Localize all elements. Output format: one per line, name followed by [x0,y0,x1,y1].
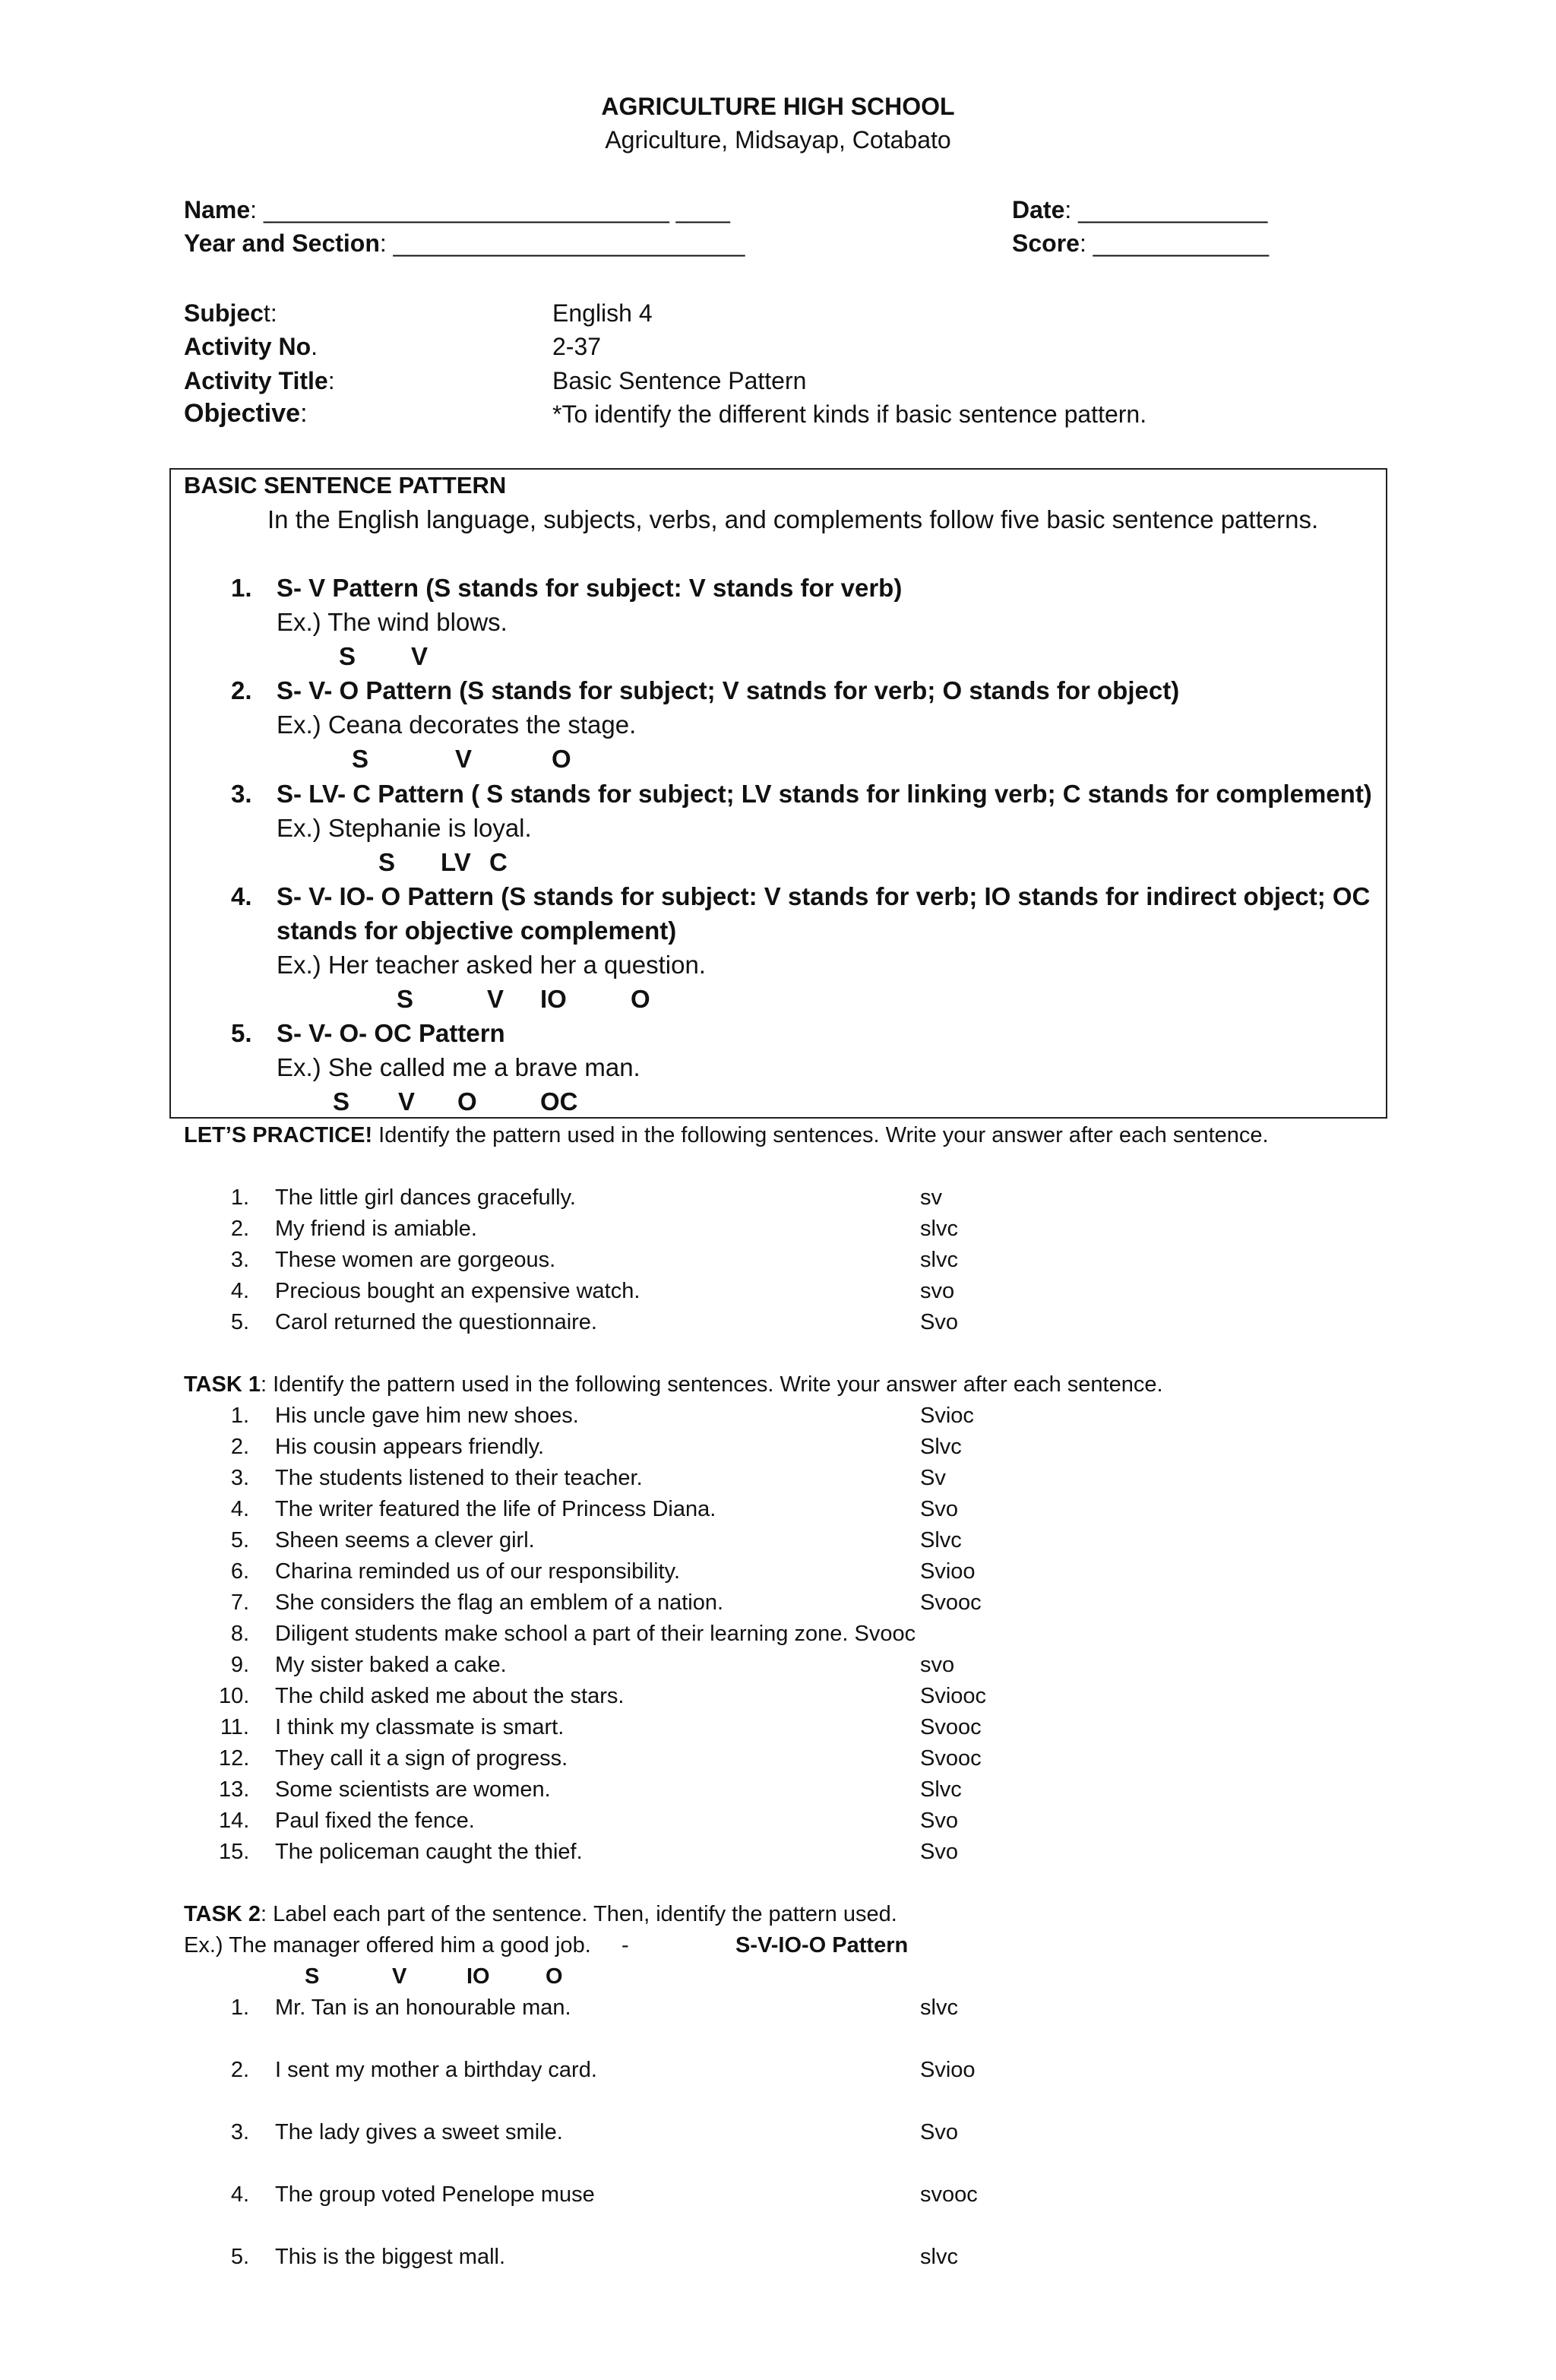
list-item: The group voted Penelope muse [275,2182,595,2207]
pattern-heading-continued: stands for objective complement) [277,916,677,945]
date-line: : ______________ [1064,196,1268,223]
list-answer: Svioo [920,2058,976,2082]
list-item: I think my classmate is smart. [275,1715,565,1739]
list-number: 2. [230,1217,249,1241]
list-number: 3. [230,1248,249,1272]
pattern-label: S [333,1087,350,1116]
list-item: She considers the flag an emblem of a nation. [275,1590,724,1615]
list-item: The students listened to their teacher. [275,1466,643,1490]
list-number: 4. [230,1497,249,1521]
year-section-field [184,229,745,258]
pattern-label: V [487,985,504,1013]
info-subject [184,299,277,328]
list-item: The policeman caught the thief. [275,1840,583,1864]
list-number: 9. [230,1653,249,1677]
list-item: My friend is amiable. [275,1217,477,1241]
year-section-label: Year and Section [184,229,380,257]
list-answer: svooc [920,2182,978,2207]
list-number: 1. [230,1185,249,1210]
list-number: 2. [230,2058,249,2082]
pattern-number: 2. [231,676,252,704]
pattern-label: S [397,985,414,1013]
list-answer: slvc [920,1995,958,2020]
list-number: 1. [230,1404,249,1428]
list-item: The lady gives a sweet smile. [275,2120,563,2144]
pattern-example: Ex.) The wind blows. [277,608,508,636]
info-activity-title [184,367,335,395]
list-number: 8. [230,1622,249,1646]
list-number: 1. [230,1995,249,2020]
list-answer: sv [920,1185,942,1210]
pattern-label: O [457,1087,477,1116]
info-label-suffix: : [327,367,335,394]
info-activity-no [184,333,318,361]
list-answer: Svo [920,1497,958,1521]
task1-heading [184,1372,1163,1397]
list-answer: Slvc [920,1435,962,1459]
pattern-example: Ex.) She called me a brave man. [277,1053,640,1081]
pattern-example: Ex.) Stephanie is loyal. [277,814,532,842]
info-label: Activity Title [184,367,328,394]
info-label-suffix: . [311,333,318,360]
pattern-label: O [552,745,571,773]
list-item: Diligent students make school a part of their learning zone. Svooc [275,1622,916,1646]
pattern-heading: S- V- O- OC Pattern [277,1019,505,1047]
pattern-label: OC [540,1087,578,1116]
pattern-label: LV [441,848,471,876]
name-label: Name [184,196,251,223]
list-answer: Svioo [920,1559,976,1584]
list-number: 12. [219,1746,250,1771]
pattern-label: S [339,642,356,670]
task2-instruction: : Label each part of the sentence. Then, identify the pattern used. [260,1902,897,1926]
list-item: I sent my mother a birthday card. [275,2058,597,2082]
list-answer: svo [920,1279,955,1303]
task2-example-label: V [392,1964,407,1989]
box-title: BASIC SENTENCE PATTERN [184,472,507,498]
pattern-label: V [411,642,429,670]
list-number: 5. [230,1310,249,1334]
list-item: Carol returned the questionnaire. [275,1310,597,1334]
list-number: 14. [219,1809,250,1833]
practice-heading [184,1123,1269,1148]
pattern-box [169,468,1387,1119]
list-answer: Svioc [920,1404,974,1428]
list-answer: Sv [920,1466,946,1490]
info-label: Activity No [184,333,312,360]
list-answer: Svooc [920,1590,982,1615]
task2-example-label: S [305,1964,320,1989]
pattern-heading: S- V Pattern (S stands for subject: V stands for verb) [277,574,903,602]
list-item: They call it a sign of progress. [275,1746,568,1771]
pattern-number: 3. [231,780,252,808]
name-line: : ______________________________ ____ [250,196,730,223]
list-answer: Svooc [920,1746,982,1771]
list-number: 5. [230,2245,249,2269]
info-objective [184,399,308,429]
info-label: Objective [184,399,301,428]
pattern-label: V [398,1087,416,1116]
info-objective-value: *To identify the different kinds if basic sentence pattern. [552,400,1147,428]
task2-example-answer: S-V-IO-O Pattern [735,1933,909,1957]
list-number: 6. [230,1559,249,1584]
info-label-suffix: : [300,399,308,428]
pattern-heading: S- V- IO- O Pattern (S stands for subject: V stands for verb; IO stands for indirect object; OC [277,882,1371,910]
list-answer: slvc [920,1248,958,1272]
list-answer: Slvc [920,1777,962,1802]
list-item: The child asked me about the stars. [275,1684,625,1708]
list-number: 13. [219,1777,250,1802]
school-address: Agriculture, Midsayap, Cotabato [605,126,951,153]
info-label: Subjec [184,299,264,327]
task2-heading [184,1902,897,1927]
list-item: His cousin appears friendly. [275,1435,545,1459]
list-number: 7. [230,1590,249,1615]
info-subject-value: English 4 [552,299,653,327]
list-item: Some scientists are women. [275,1777,551,1802]
list-item: The writer featured the life of Princess Diana. [275,1497,716,1521]
year-section-line: : __________________________ [379,229,745,257]
pattern-example: Ex.) Her teacher asked her a question. [277,951,706,979]
pattern-number: 1. [231,574,252,602]
task1-title: TASK 1 [184,1372,261,1397]
list-number: 10. [219,1684,250,1708]
list-number: 5. [230,1528,249,1552]
score-label: Score [1012,229,1080,257]
list-number: 3. [230,1466,249,1490]
list-item: These women are gorgeous. [275,1248,556,1272]
score-field [1012,229,1269,258]
list-item: My sister baked a cake. [275,1653,507,1677]
list-item: Precious bought an expensive watch. [275,1279,640,1303]
practice-instruction: Identify the pattern used in the following sentences. Write your answer after each sentence. [372,1123,1269,1147]
pattern-label: S [378,848,396,876]
list-item: His uncle gave him new shoes. [275,1404,579,1428]
list-number: 4. [230,1279,249,1303]
pattern-label: C [489,848,508,876]
info-label-suffix: t: [263,299,277,327]
list-answer: svo [920,1653,955,1677]
pattern-example: Ex.) Ceana decorates the stage. [277,711,637,739]
list-answer: Svo [920,1840,958,1864]
list-item: Sheen seems a clever girl. [275,1528,535,1552]
list-answer: slvc [920,1217,958,1241]
task2-title: TASK 2 [184,1902,261,1926]
info-activity-no-value: 2-37 [552,333,602,360]
list-item: The little girl dances gracefully. [275,1185,576,1210]
pattern-heading: S- V- O Pattern (S stands for subject; V satnds for verb; O stands for object) [277,676,1180,704]
list-item: This is the biggest mall. [275,2245,506,2269]
task2-example: Ex.) The manager offered him a good job. - [184,1933,629,1957]
list-item: Paul fixed the fence. [275,1809,475,1833]
task2-example-label: O [546,1964,563,1989]
task1-instruction: : Identify the pattern used in the following sentences. Write your answer after each sentence. [260,1372,1163,1397]
list-answer: Svo [920,2120,958,2144]
pattern-label: S [352,745,369,773]
pattern-heading: S- LV- C Pattern ( S stands for subject; LV stands for linking verb; C stands for complement) [277,780,1372,808]
list-item: Mr. Tan is an honourable man. [275,1995,571,2020]
list-answer: Svo [920,1310,958,1334]
list-number: 11. [220,1715,249,1739]
pattern-number: 5. [231,1019,252,1047]
list-item: Charina reminded us of our responsibility. [275,1559,681,1584]
practice-title: LET’S PRACTICE! [184,1123,373,1147]
pattern-label: IO [540,985,567,1013]
score-line: : _____________ [1079,229,1270,257]
task2-example-label: IO [466,1964,490,1989]
list-number: 3. [230,2120,249,2144]
list-answer: slvc [920,2245,958,2269]
date-field [1012,196,1267,224]
info-activity-title-value: Basic Sentence Pattern [552,367,807,394]
list-answer: Sviooc [920,1684,987,1708]
pattern-label: V [455,745,473,773]
name-field [184,196,730,224]
box-intro: In the English language, subjects, verbs, and complements follow five basic sentence patterns. [267,505,1319,533]
list-answer: Slvc [920,1528,962,1552]
list-number: 2. [230,1435,249,1459]
list-number: 4. [230,2182,249,2207]
school-name: AGRICULTURE HIGH SCHOOL [601,93,955,120]
pattern-number: 4. [231,882,252,910]
pattern-label: O [631,985,650,1013]
list-answer: Svooc [920,1715,982,1739]
list-answer: Svo [920,1809,958,1833]
date-label: Date [1012,196,1065,223]
list-number: 15. [219,1840,250,1864]
